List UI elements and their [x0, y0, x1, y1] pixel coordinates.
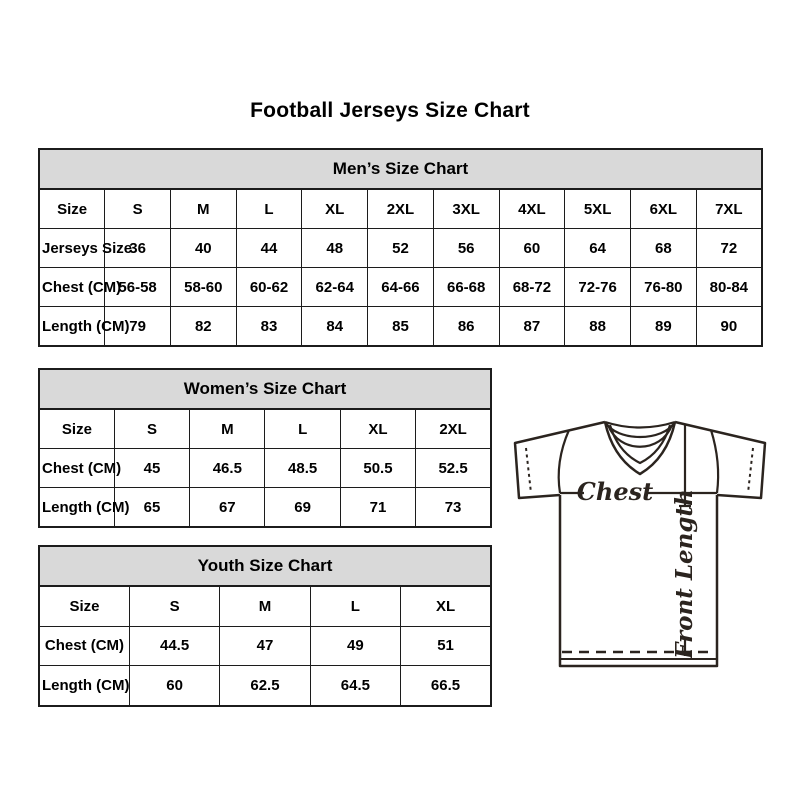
value-cell: 65: [114, 488, 189, 528]
table-header-row: [39, 369, 491, 409]
value-cell: 56-58: [105, 268, 171, 307]
value-cell: 60-62: [236, 268, 302, 307]
value-cell: 49: [310, 626, 400, 666]
value-cell: 87: [499, 307, 565, 347]
mens-size-table: [38, 148, 763, 347]
value-cell: S: [105, 189, 171, 229]
value-cell: 2XL: [368, 189, 434, 229]
row-label-cell: Chest (CM): [39, 268, 105, 307]
value-cell: 62-64: [302, 268, 368, 307]
value-cell: 44.5: [129, 626, 219, 666]
value-cell: 68: [630, 229, 696, 268]
front-length-label: Front Length: [671, 489, 698, 659]
value-cell: 3XL: [433, 189, 499, 229]
value-cell: S: [129, 586, 219, 626]
value-cell: 45: [114, 449, 189, 488]
value-cell: XL: [302, 189, 368, 229]
value-cell: 62.5: [220, 666, 310, 706]
value-cell: L: [310, 586, 400, 626]
row-label-cell: Chest (CM): [39, 626, 129, 666]
page-title: Football Jerseys Size Chart: [250, 99, 530, 122]
value-cell: 76-80: [630, 268, 696, 307]
jersey-right-sleeve: [675, 422, 765, 498]
jersey-measurement-diagram: [505, 400, 775, 690]
left-armhole-seam: [559, 430, 569, 493]
table-header-row: [39, 546, 491, 586]
youth-size-table: [38, 545, 492, 707]
table-row: [39, 586, 491, 626]
table-title: Men’s Size Chart: [39, 149, 762, 189]
value-cell: 66-68: [433, 268, 499, 307]
value-cell: 60: [129, 666, 219, 706]
value-cell: 67: [190, 488, 265, 528]
value-cell: 72-76: [565, 268, 631, 307]
row-label-cell: Length (CM): [39, 666, 129, 706]
value-cell: 56: [433, 229, 499, 268]
value-cell: 83: [236, 307, 302, 347]
row-label-cell: Size: [39, 586, 129, 626]
table-header-row: [39, 149, 762, 189]
table-row: [39, 626, 491, 666]
value-cell: M: [170, 189, 236, 229]
value-cell: L: [265, 409, 340, 449]
left-cuff-dashed-line: [526, 448, 531, 493]
row-label-cell: Size: [39, 409, 114, 449]
table-row: [39, 268, 762, 307]
table-row: [39, 409, 491, 449]
row-label-cell: Length (CM): [39, 307, 105, 347]
value-cell: 4XL: [499, 189, 565, 229]
value-cell: 58-60: [170, 268, 236, 307]
value-cell: 68-72: [499, 268, 565, 307]
table-row: [39, 189, 762, 229]
value-cell: 60: [499, 229, 565, 268]
value-cell: 66.5: [401, 666, 491, 706]
value-cell: 52: [368, 229, 434, 268]
value-cell: 64-66: [368, 268, 434, 307]
value-cell: 82: [170, 307, 236, 347]
table-row: [39, 229, 762, 268]
value-cell: XL: [401, 586, 491, 626]
value-cell: 86: [433, 307, 499, 347]
row-label-cell: Size: [39, 189, 105, 229]
value-cell: XL: [340, 409, 415, 449]
value-cell: 72: [696, 229, 762, 268]
value-cell: 44: [236, 229, 302, 268]
value-cell: 71: [340, 488, 415, 528]
value-cell: 69: [265, 488, 340, 528]
value-cell: 52.5: [416, 449, 491, 488]
value-cell: 73: [416, 488, 491, 528]
table-title: Youth Size Chart: [39, 546, 491, 586]
value-cell: M: [220, 586, 310, 626]
value-cell: M: [190, 409, 265, 449]
value-cell: 5XL: [565, 189, 631, 229]
value-cell: L: [236, 189, 302, 229]
value-cell: 46.5: [190, 449, 265, 488]
value-cell: 50.5: [340, 449, 415, 488]
value-cell: 6XL: [630, 189, 696, 229]
value-cell: 40: [170, 229, 236, 268]
value-cell: 51: [401, 626, 491, 666]
table-title: Women’s Size Chart: [39, 369, 491, 409]
value-cell: 84: [302, 307, 368, 347]
value-cell: 89: [630, 307, 696, 347]
value-cell: 79: [105, 307, 171, 347]
table-row: [39, 488, 491, 528]
value-cell: 36: [105, 229, 171, 268]
table-row: [39, 666, 491, 706]
row-label-cell: Length (CM): [39, 488, 114, 528]
value-cell: 64.5: [310, 666, 400, 706]
table-row: [39, 307, 762, 347]
value-cell: 47: [220, 626, 310, 666]
right-cuff-dashed-line: [748, 448, 753, 493]
value-cell: 64: [565, 229, 631, 268]
value-cell: 80-84: [696, 268, 762, 307]
jersey-collar: [605, 422, 675, 474]
value-cell: 7XL: [696, 189, 762, 229]
table-row: [39, 449, 491, 488]
row-label-cell: Chest (CM): [39, 449, 114, 488]
row-label-cell: Jerseys Size: [39, 229, 105, 268]
value-cell: 85: [368, 307, 434, 347]
value-cell: 48: [302, 229, 368, 268]
value-cell: 88: [565, 307, 631, 347]
womens-size-table: [38, 368, 492, 528]
chest-label: Chest: [576, 477, 654, 506]
value-cell: S: [114, 409, 189, 449]
value-cell: 90: [696, 307, 762, 347]
value-cell: 48.5: [265, 449, 340, 488]
right-armhole-seam: [711, 430, 718, 493]
value-cell: 2XL: [416, 409, 491, 449]
